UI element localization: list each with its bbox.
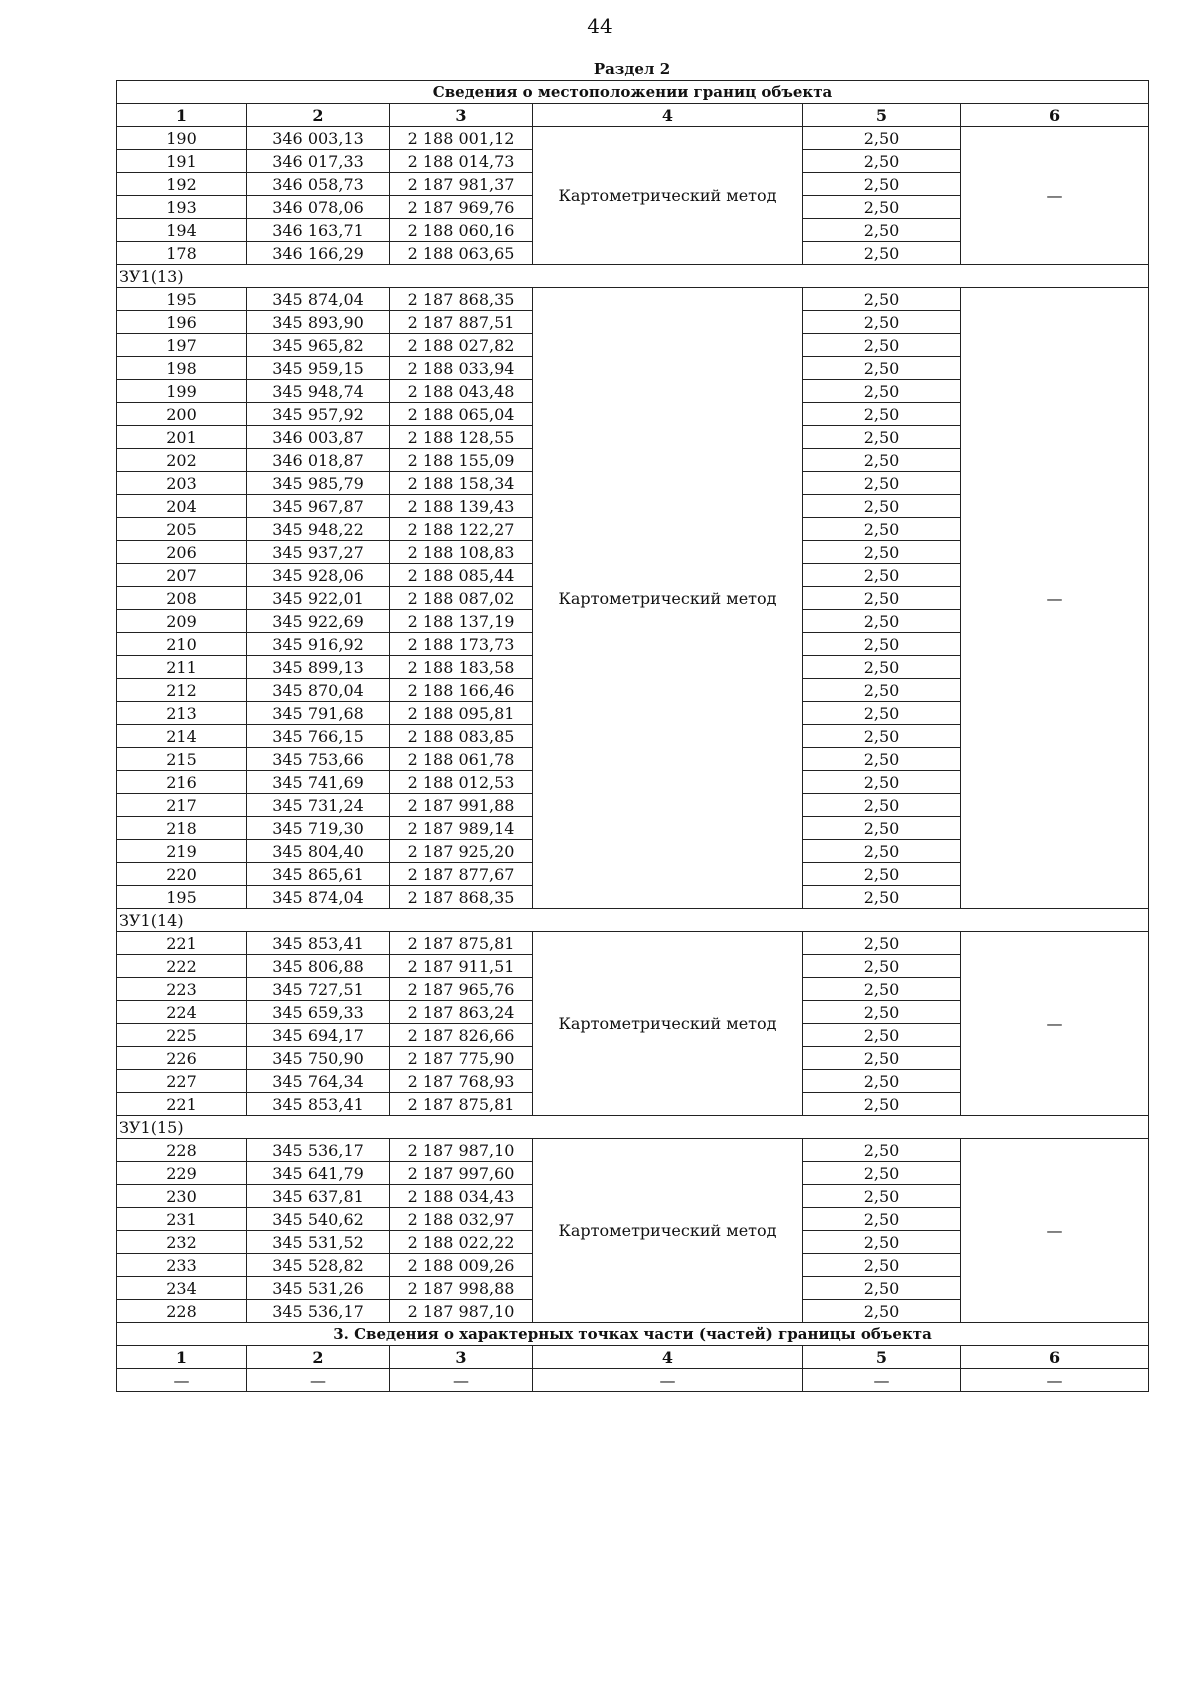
coordinate-y: 2 187 965,76 <box>390 978 533 1001</box>
coordinate-y: 2 188 095,81 <box>390 702 533 725</box>
precision-value: 2,50 <box>803 380 961 403</box>
group-label-row <box>117 1116 1149 1139</box>
column-number: 3 <box>390 1346 533 1369</box>
point-number: 210 <box>117 633 247 656</box>
point-number: 220 <box>117 863 247 886</box>
column-number: 4 <box>533 1346 803 1369</box>
part-data-row <box>117 1369 1149 1392</box>
coordinate-y: 2 187 991,88 <box>390 794 533 817</box>
precision-value: 2,50 <box>803 794 961 817</box>
precision-value: 2,50 <box>803 932 961 955</box>
precision-value: 2,50 <box>803 334 961 357</box>
boundary-coordinates-table <box>116 80 1149 1392</box>
coordinate-y: 2 187 987,10 <box>390 1300 533 1323</box>
coordinate-y: 2 188 063,65 <box>390 242 533 265</box>
group-label-row <box>117 265 1149 288</box>
precision-value: 2,50 <box>803 633 961 656</box>
precision-value: 2,50 <box>803 150 961 173</box>
precision-value: 2,50 <box>803 1047 961 1070</box>
precision-value: 2,50 <box>803 311 961 334</box>
coordinate-y: 2 188 137,19 <box>390 610 533 633</box>
coordinate-x: 345 741,69 <box>247 771 390 794</box>
coordinate-x: 345 536,17 <box>247 1139 390 1162</box>
coordinate-y: 2 188 122,27 <box>390 518 533 541</box>
precision-value: 2,50 <box>803 1070 961 1093</box>
precision-value: 2,50 <box>803 357 961 380</box>
note-cell: — <box>961 288 1149 909</box>
coordinate-y: 2 187 863,24 <box>390 1001 533 1024</box>
point-number: 194 <box>117 219 247 242</box>
part-cell: — <box>247 1369 390 1392</box>
coordinate-y: 2 187 998,88 <box>390 1277 533 1300</box>
coordinate-y: 2 187 868,35 <box>390 886 533 909</box>
note-cell: — <box>961 932 1149 1116</box>
coordinate-x: 345 853,41 <box>247 932 390 955</box>
coordinate-y: 2 188 183,58 <box>390 656 533 679</box>
part-cell: — <box>803 1369 961 1392</box>
column-number: 4 <box>533 104 803 127</box>
coordinate-x: 345 865,61 <box>247 863 390 886</box>
precision-value: 2,50 <box>803 656 961 679</box>
coordinate-y: 2 188 033,94 <box>390 357 533 380</box>
precision-value: 2,50 <box>803 403 961 426</box>
precision-value: 2,50 <box>803 886 961 909</box>
precision-value: 2,50 <box>803 863 961 886</box>
point-number: 233 <box>117 1254 247 1277</box>
coordinate-x: 345 928,06 <box>247 564 390 587</box>
part-cell: — <box>961 1369 1149 1392</box>
coordinate-y: 2 187 969,76 <box>390 196 533 219</box>
point-number: 228 <box>117 1300 247 1323</box>
coordinate-x: 345 959,15 <box>247 357 390 380</box>
coordinate-x: 345 893,90 <box>247 311 390 334</box>
part-cell: — <box>390 1369 533 1392</box>
coordinate-x: 346 018,87 <box>247 449 390 472</box>
coordinate-x: 345 870,04 <box>247 679 390 702</box>
coordinate-y: 2 188 032,97 <box>390 1208 533 1231</box>
coordinate-row <box>117 127 1149 150</box>
coordinate-y: 2 187 911,51 <box>390 955 533 978</box>
precision-value: 2,50 <box>803 725 961 748</box>
point-number: 178 <box>117 242 247 265</box>
point-number: 230 <box>117 1185 247 1208</box>
coordinate-y: 2 188 085,44 <box>390 564 533 587</box>
coordinate-x: 346 163,71 <box>247 219 390 242</box>
method-cell: Картометрический метод <box>533 127 803 265</box>
point-number: 215 <box>117 748 247 771</box>
precision-value: 2,50 <box>803 242 961 265</box>
page-number: 44 <box>587 14 613 38</box>
coordinate-x: 345 967,87 <box>247 495 390 518</box>
point-number: 205 <box>117 518 247 541</box>
coordinate-y: 2 187 826,66 <box>390 1024 533 1047</box>
precision-value: 2,50 <box>803 1254 961 1277</box>
precision-value: 2,50 <box>803 679 961 702</box>
precision-value: 2,50 <box>803 587 961 610</box>
coordinate-x: 345 806,88 <box>247 955 390 978</box>
coordinate-row <box>117 932 1149 955</box>
coordinate-x: 345 985,79 <box>247 472 390 495</box>
point-number: 203 <box>117 472 247 495</box>
precision-value: 2,50 <box>803 449 961 472</box>
point-number: 199 <box>117 380 247 403</box>
coordinate-x: 345 922,69 <box>247 610 390 633</box>
precision-value: 2,50 <box>803 978 961 1001</box>
coordinate-row <box>117 1139 1149 1162</box>
coordinate-y: 2 187 768,93 <box>390 1070 533 1093</box>
table-title: Сведения о местоположении границ объекта <box>117 81 1149 104</box>
point-number: 214 <box>117 725 247 748</box>
column-number: 3 <box>390 104 533 127</box>
coordinate-x: 346 166,29 <box>247 242 390 265</box>
point-number: 222 <box>117 955 247 978</box>
coordinate-y: 2 188 043,48 <box>390 380 533 403</box>
coordinate-x: 346 058,73 <box>247 173 390 196</box>
coordinate-y: 2 188 128,55 <box>390 426 533 449</box>
coordinate-x: 345 531,26 <box>247 1277 390 1300</box>
point-number: 223 <box>117 978 247 1001</box>
coordinate-y: 2 188 139,43 <box>390 495 533 518</box>
coordinate-y: 2 187 925,20 <box>390 840 533 863</box>
column-number: 2 <box>247 104 390 127</box>
point-number: 231 <box>117 1208 247 1231</box>
coordinate-y: 2 187 987,10 <box>390 1139 533 1162</box>
precision-value: 2,50 <box>803 840 961 863</box>
point-number: 224 <box>117 1001 247 1024</box>
point-number: 192 <box>117 173 247 196</box>
coordinate-y: 2 187 875,81 <box>390 1093 533 1116</box>
coordinate-x: 345 659,33 <box>247 1001 390 1024</box>
table-title-row <box>117 81 1149 104</box>
coordinate-x: 345 957,92 <box>247 403 390 426</box>
column-number: 5 <box>803 104 961 127</box>
coordinate-x: 345 531,52 <box>247 1231 390 1254</box>
coordinate-y: 2 188 022,22 <box>390 1231 533 1254</box>
coordinate-x: 345 764,34 <box>247 1070 390 1093</box>
coordinate-y: 2 188 083,85 <box>390 725 533 748</box>
coordinate-x: 345 727,51 <box>247 978 390 1001</box>
coordinate-x: 345 528,82 <box>247 1254 390 1277</box>
precision-value: 2,50 <box>803 541 961 564</box>
precision-value: 2,50 <box>803 1300 961 1323</box>
part-section-title-row <box>117 1323 1149 1346</box>
coordinate-y: 2 187 997,60 <box>390 1162 533 1185</box>
precision-value: 2,50 <box>803 1208 961 1231</box>
point-number: 202 <box>117 449 247 472</box>
point-number: 232 <box>117 1231 247 1254</box>
point-number: 213 <box>117 702 247 725</box>
coordinate-x: 345 965,82 <box>247 334 390 357</box>
coordinate-y: 2 188 065,04 <box>390 403 533 426</box>
coordinate-y: 2 187 775,90 <box>390 1047 533 1070</box>
coordinate-x: 345 916,92 <box>247 633 390 656</box>
coordinate-y: 2 188 009,26 <box>390 1254 533 1277</box>
point-number: 195 <box>117 886 247 909</box>
point-number: 207 <box>117 564 247 587</box>
coordinate-y: 2 187 868,35 <box>390 288 533 311</box>
coordinate-x: 345 637,81 <box>247 1185 390 1208</box>
coordinate-x: 346 003,87 <box>247 426 390 449</box>
point-number: 195 <box>117 288 247 311</box>
coordinate-y: 2 188 061,78 <box>390 748 533 771</box>
column-number: 5 <box>803 1346 961 1369</box>
coordinate-y: 2 188 014,73 <box>390 150 533 173</box>
coordinate-x: 345 791,68 <box>247 702 390 725</box>
coordinate-x: 345 753,66 <box>247 748 390 771</box>
coordinate-y: 2 188 027,82 <box>390 334 533 357</box>
coordinate-x: 345 641,79 <box>247 1162 390 1185</box>
precision-value: 2,50 <box>803 1024 961 1047</box>
coordinate-y: 2 188 158,34 <box>390 472 533 495</box>
precision-value: 2,50 <box>803 1162 961 1185</box>
precision-value: 2,50 <box>803 564 961 587</box>
point-number: 221 <box>117 1093 247 1116</box>
coordinate-y: 2 187 875,81 <box>390 932 533 955</box>
coordinate-x: 345 540,62 <box>247 1208 390 1231</box>
point-number: 196 <box>117 311 247 334</box>
precision-value: 2,50 <box>803 702 961 725</box>
coordinate-x: 345 694,17 <box>247 1024 390 1047</box>
point-number: 227 <box>117 1070 247 1093</box>
point-number: 217 <box>117 794 247 817</box>
coordinate-x: 345 536,17 <box>247 1300 390 1323</box>
coordinate-x: 345 766,15 <box>247 725 390 748</box>
coordinate-x: 346 078,06 <box>247 196 390 219</box>
table-body <box>117 81 1149 1323</box>
point-number: 204 <box>117 495 247 518</box>
point-number: 191 <box>117 150 247 173</box>
part-cell: — <box>533 1369 803 1392</box>
precision-value: 2,50 <box>803 219 961 242</box>
group-label: ЗУ1(13) <box>117 265 1149 288</box>
note-cell: — <box>961 1139 1149 1323</box>
coordinate-y: 2 188 034,43 <box>390 1185 533 1208</box>
coordinate-x: 345 750,90 <box>247 1047 390 1070</box>
precision-value: 2,50 <box>803 288 961 311</box>
coordinate-x: 346 003,13 <box>247 127 390 150</box>
column-number: 6 <box>961 1346 1149 1369</box>
coordinate-y: 2 187 887,51 <box>390 311 533 334</box>
precision-value: 2,50 <box>803 472 961 495</box>
point-number: 208 <box>117 587 247 610</box>
coordinate-y: 2 187 981,37 <box>390 173 533 196</box>
coordinate-x: 345 922,01 <box>247 587 390 610</box>
point-number: 218 <box>117 817 247 840</box>
method-cell: Картометрический метод <box>533 288 803 909</box>
point-number: 229 <box>117 1162 247 1185</box>
point-number: 219 <box>117 840 247 863</box>
coordinate-y: 2 188 155,09 <box>390 449 533 472</box>
coordinate-x: 346 017,33 <box>247 150 390 173</box>
precision-value: 2,50 <box>803 1139 961 1162</box>
coordinate-row <box>117 288 1149 311</box>
point-number: 221 <box>117 932 247 955</box>
coordinate-x: 345 874,04 <box>247 886 390 909</box>
coordinate-y: 2 187 989,14 <box>390 817 533 840</box>
group-label: ЗУ1(15) <box>117 1116 1149 1139</box>
precision-value: 2,50 <box>803 1185 961 1208</box>
precision-value: 2,50 <box>803 610 961 633</box>
precision-value: 2,50 <box>803 1001 961 1024</box>
precision-value: 2,50 <box>803 426 961 449</box>
precision-value: 2,50 <box>803 495 961 518</box>
point-number: 201 <box>117 426 247 449</box>
column-number: 1 <box>117 1346 247 1369</box>
coordinate-y: 2 188 087,02 <box>390 587 533 610</box>
point-number: 200 <box>117 403 247 426</box>
precision-value: 2,50 <box>803 518 961 541</box>
coordinate-y: 2 188 108,83 <box>390 541 533 564</box>
part-section-title: 3. Сведения о характерных точках части (частей) границы объекта <box>117 1323 1149 1346</box>
precision-value: 2,50 <box>803 771 961 794</box>
point-number: 226 <box>117 1047 247 1070</box>
coordinate-y: 2 188 001,12 <box>390 127 533 150</box>
part-column-number-row <box>117 1346 1149 1369</box>
point-number: 225 <box>117 1024 247 1047</box>
coordinate-x: 345 937,27 <box>247 541 390 564</box>
coordinate-x: 345 948,74 <box>247 380 390 403</box>
point-number: 198 <box>117 357 247 380</box>
precision-value: 2,50 <box>803 955 961 978</box>
precision-value: 2,50 <box>803 173 961 196</box>
part-cell: — <box>117 1369 247 1392</box>
precision-value: 2,50 <box>803 817 961 840</box>
column-number-row <box>117 104 1149 127</box>
coordinate-y: 2 188 166,46 <box>390 679 533 702</box>
coordinate-y: 2 188 173,73 <box>390 633 533 656</box>
coordinate-y: 2 188 060,16 <box>390 219 533 242</box>
part-section <box>117 1323 1149 1392</box>
point-number: 206 <box>117 541 247 564</box>
point-number: 212 <box>117 679 247 702</box>
point-number: 216 <box>117 771 247 794</box>
precision-value: 2,50 <box>803 748 961 771</box>
section-label: Раздел 2 <box>593 60 671 78</box>
point-number: 209 <box>117 610 247 633</box>
coordinate-y: 2 187 877,67 <box>390 863 533 886</box>
precision-value: 2,50 <box>803 127 961 150</box>
point-number: 234 <box>117 1277 247 1300</box>
point-number: 193 <box>117 196 247 219</box>
precision-value: 2,50 <box>803 1231 961 1254</box>
point-number: 228 <box>117 1139 247 1162</box>
column-number: 6 <box>961 104 1149 127</box>
precision-value: 2,50 <box>803 1277 961 1300</box>
note-cell: — <box>961 127 1149 265</box>
method-cell: Картометрический метод <box>533 1139 803 1323</box>
coordinate-x: 345 948,22 <box>247 518 390 541</box>
coordinate-y: 2 188 012,53 <box>390 771 533 794</box>
coordinate-x: 345 874,04 <box>247 288 390 311</box>
point-number: 190 <box>117 127 247 150</box>
precision-value: 2,50 <box>803 196 961 219</box>
method-cell: Картометрический метод <box>533 932 803 1116</box>
precision-value: 2,50 <box>803 1093 961 1116</box>
coordinate-x: 345 804,40 <box>247 840 390 863</box>
point-number: 211 <box>117 656 247 679</box>
column-number: 1 <box>117 104 247 127</box>
coordinate-x: 345 853,41 <box>247 1093 390 1116</box>
group-label: ЗУ1(14) <box>117 909 1149 932</box>
column-number: 2 <box>247 1346 390 1369</box>
coordinate-x: 345 731,24 <box>247 794 390 817</box>
group-label-row <box>117 909 1149 932</box>
point-number: 197 <box>117 334 247 357</box>
coordinate-x: 345 719,30 <box>247 817 390 840</box>
coordinate-x: 345 899,13 <box>247 656 390 679</box>
